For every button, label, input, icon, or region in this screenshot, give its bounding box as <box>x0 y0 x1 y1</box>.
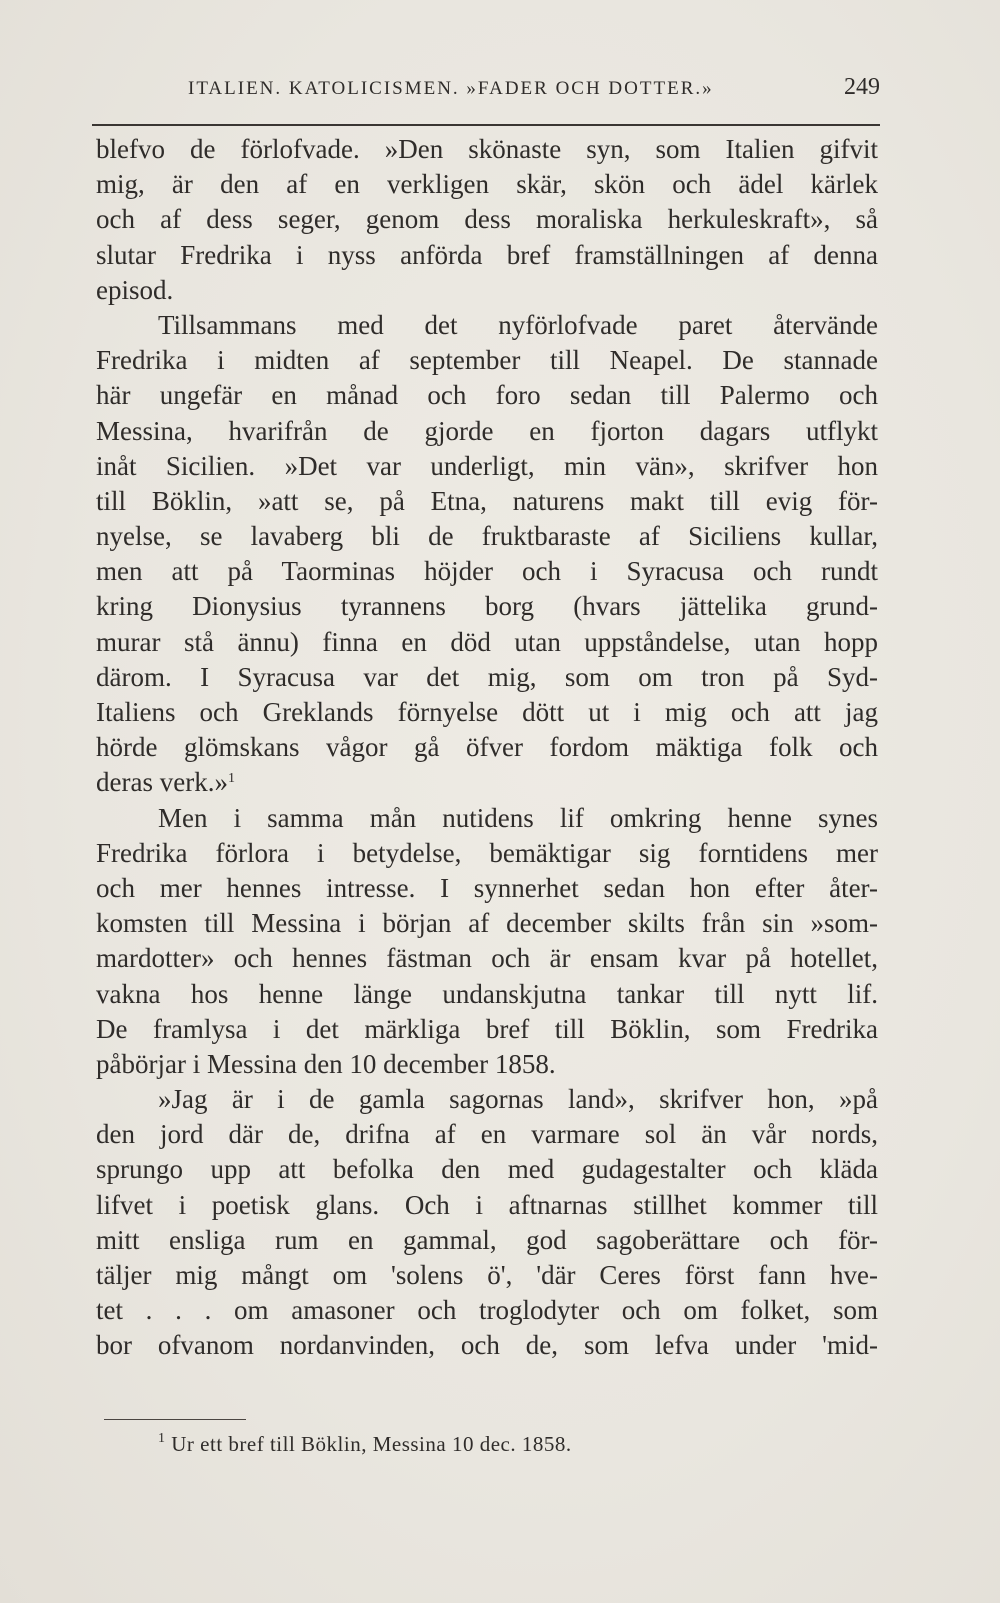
header-rule <box>92 124 880 126</box>
text-line: Tillsammans med det nyförlofvade paret återvände <box>158 309 878 340</box>
text-line: påbörjar i Messina den 10 december 1858. <box>96 1048 556 1079</box>
text-line: komsten till Messina i början af december skilts från sin »som- <box>96 908 878 939</box>
text-line: »Jag är i de gamla sagornas land», skrifver hon, »på <box>158 1084 878 1115</box>
text-line: mardotter» och hennes fästman och är ensam kvar på hotellet, <box>96 943 878 974</box>
text-line: den jord där de, drifna af en varmare sol än vår nords, <box>96 1119 878 1150</box>
text-line <box>96 765 878 800</box>
text-line: slutar Fredrika i nyss anförda bref framställningen af denna <box>96 239 878 270</box>
text-line: lifvet i poetisk glans. Och i aftnarnas stillhet kommer till <box>96 1189 878 1220</box>
text-line: inåt Sicilien. »Det var underligt, min vän», skrifver hon <box>96 450 878 481</box>
text-line: Fredrika förlora i betydelse, bemäktigar sig forntidens mer <box>96 837 878 868</box>
text-line: mig, är den af en verkligen skär, skön och ädel kärlek <box>96 169 878 200</box>
text-line: därom. I Syracusa var det mig, som om tron på Syd- <box>96 661 878 692</box>
footnote-text: Ur ett bref till Böklin, Messina 10 dec. 1858. <box>171 1432 572 1456</box>
text-line: Italiens och Greklands förnyelse dött ut i mig och att jag <box>96 697 878 727</box>
text-line: murar stå ännu) finna en död utan uppståndelse, utan hopp <box>96 626 878 657</box>
text-line: Men i samma mån nutidens lif omkring henne synes <box>158 802 878 833</box>
text-line: nyelse, se lavaberg bli de fruktbaraste af Siciliens kullar, <box>96 521 878 552</box>
text-line: kring Dionysius tyrannens borg (hvars jättelika grund- <box>96 591 878 622</box>
body-text <box>96 132 878 1364</box>
text-line: täljer mig mångt om 'solens ö', 'där Ceres först fann hve- <box>96 1260 878 1290</box>
text-line: Fredrika i midten af september till Neapel. De stannade <box>96 345 878 376</box>
footnote-reference: 1 <box>227 771 235 787</box>
footnote-rule <box>104 1419 246 1420</box>
running-title: ITALIEN. KATOLICISMEN. »FADER OCH DOTTER.» <box>188 78 714 99</box>
page-number: 249 <box>844 74 880 100</box>
text-line: Messina, hvarifrån de gjorde en fjorton dagars utflykt <box>96 415 878 446</box>
text-line: De framlysa i det märkliga bref till Böklin, som Fredrika <box>96 1013 878 1044</box>
text-line: mitt ensliga rum en gammal, god sagoberättare och för- <box>96 1224 878 1255</box>
text-line: bor ofvanom nordanvinden, och de, som lefva under 'mid- <box>96 1330 878 1361</box>
text-line: episod. <box>96 274 174 305</box>
text-line: till Böklin, »att se, på Etna, naturens makt till evig för- <box>96 485 878 516</box>
text-line: hörde glömskans vågor gå öfver fordom mäktiga folk och <box>96 732 878 763</box>
text-line-content: deras verk.» <box>96 767 228 798</box>
text-line: tet . . . om amasoner och troglodyter och om folket, som <box>96 1295 878 1326</box>
footnote-marker: 1 <box>158 1431 166 1446</box>
text-line: men att på Taorminas höjder och i Syracusa och rundt <box>96 556 878 587</box>
text-line: här ungefär en månad och foro sedan till Palermo och <box>96 380 878 411</box>
footnote <box>158 1432 572 1457</box>
text-line: sprungo upp att befolka den med gudagestalter och kläda <box>96 1154 878 1185</box>
text-line: och mer hennes intresse. I synnerhet sedan hon efter åter- <box>96 872 878 903</box>
text-line: och af dess seger, genom dess moraliska herkuleskraft», så <box>96 204 878 235</box>
text-line: blefvo de förlofvade. »Den skönaste syn, som Italien gifvit <box>96 134 878 164</box>
page-header <box>96 74 880 114</box>
text-line: vakna hos henne länge undanskjutna tankar till nytt lif. <box>96 978 878 1009</box>
